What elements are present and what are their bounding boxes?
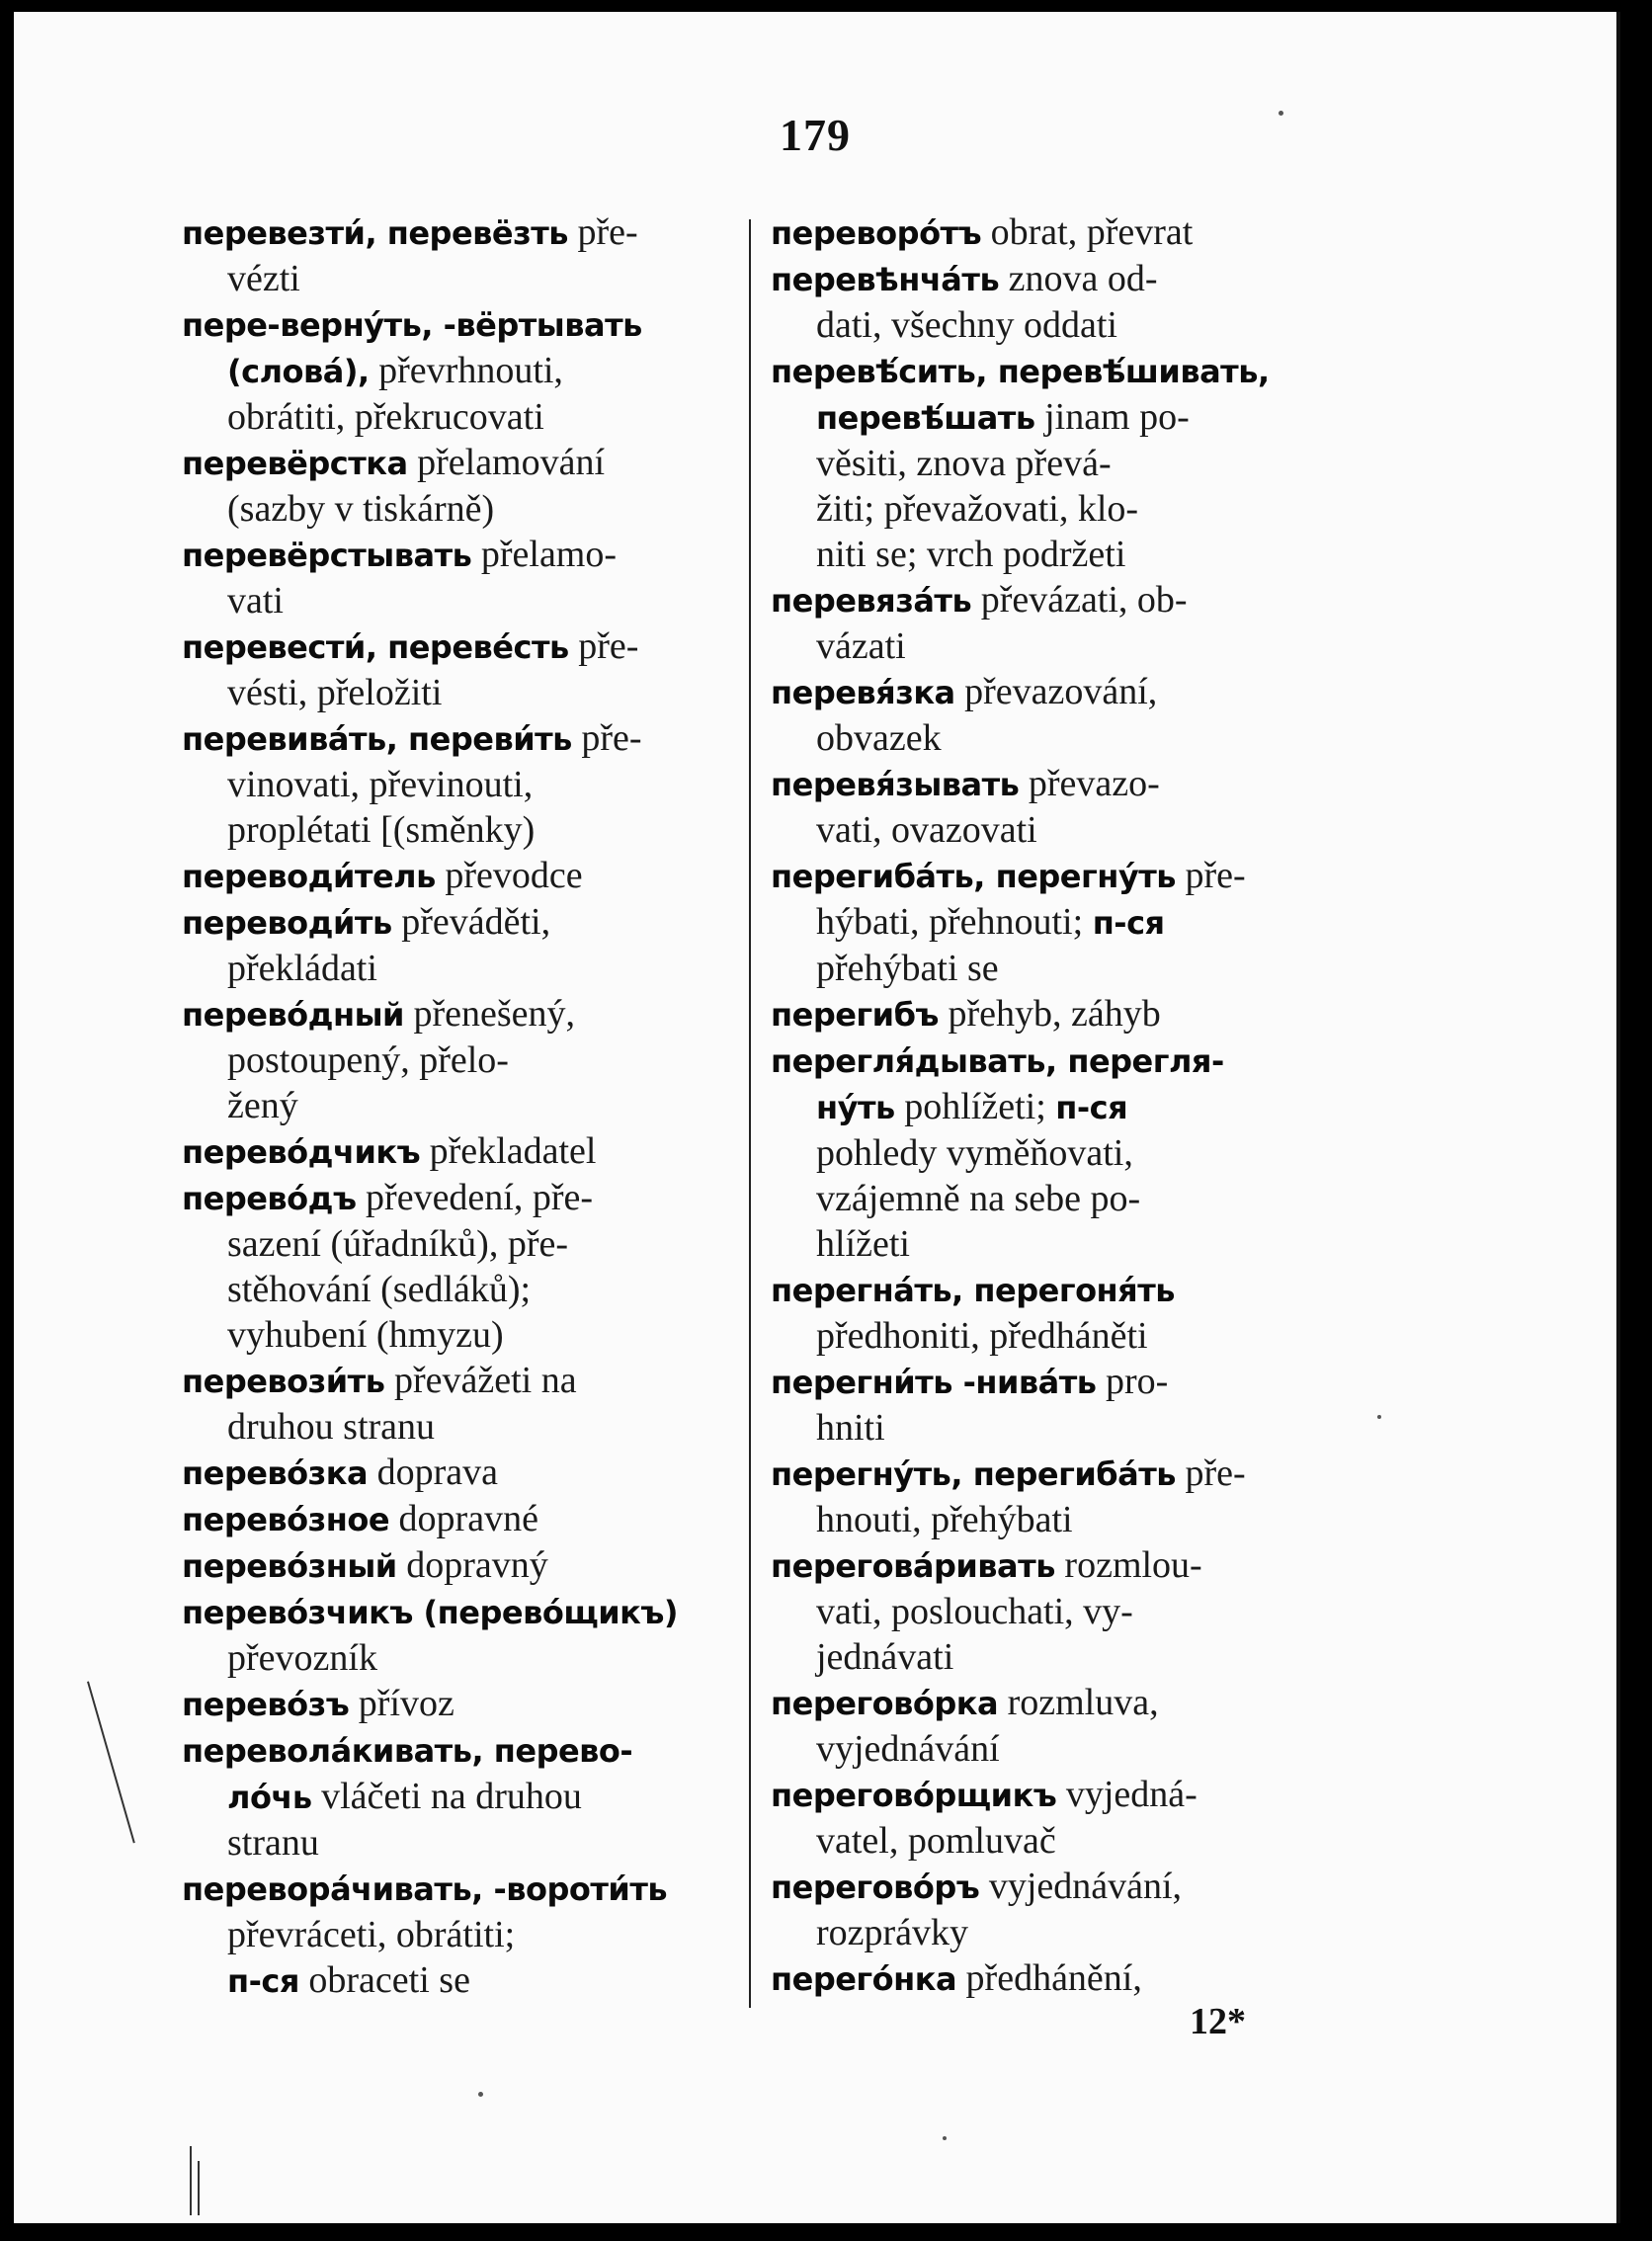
definition-text: převážeti na xyxy=(384,1360,577,1401)
headword: перевезти́, перевёзть xyxy=(182,214,568,252)
dictionary-entry xyxy=(182,991,735,1128)
scan-speck xyxy=(478,2092,483,2097)
definition-text: pře- xyxy=(567,211,638,253)
definition-text: pře- xyxy=(1175,855,1246,896)
definition-text: vati, poslouchati, vy- xyxy=(816,1591,1133,1632)
definition-text: převazování, xyxy=(954,671,1158,712)
entry-line xyxy=(182,1221,735,1267)
column-divider xyxy=(749,219,751,2008)
entry-line xyxy=(182,670,735,715)
entry-line xyxy=(182,623,735,670)
definition-text: jinam po- xyxy=(1034,396,1190,438)
headword: перевяза́ть xyxy=(771,582,972,620)
entry-line xyxy=(771,853,1324,899)
headword: перегну́ть, перегиба́ть xyxy=(771,1455,1176,1493)
headword: перево́зка xyxy=(182,1454,369,1492)
headword: переводи́тель xyxy=(182,858,436,895)
dictionary-entry xyxy=(182,1866,735,2004)
definition-text: přehýbati se xyxy=(816,948,999,989)
dictionary-entry xyxy=(771,348,1324,577)
entry-line xyxy=(182,1358,735,1404)
definition-text: postoupený, přelo- xyxy=(227,1039,509,1081)
dictionary-entry xyxy=(771,209,1324,256)
dictionary-entry xyxy=(771,1267,1324,1359)
entry-line xyxy=(771,1130,1324,1176)
entry-line xyxy=(182,1404,735,1450)
entry-line xyxy=(771,1726,1324,1772)
entry-line xyxy=(182,1128,735,1175)
definition-text: doprava xyxy=(368,1452,498,1493)
dictionary-entry xyxy=(771,853,1324,991)
scan-scratch xyxy=(87,1681,135,1843)
definition-text: druhou stranu xyxy=(227,1406,436,1448)
scan-speck xyxy=(1377,1415,1381,1419)
printer-signature-mark: 12* xyxy=(1190,2001,1246,2042)
dictionary-entry xyxy=(182,1681,735,1727)
headword: перегова́ривать xyxy=(771,1547,1055,1585)
dictionary-entry xyxy=(182,1496,735,1542)
definition-text: přehyb, záhyb xyxy=(938,993,1161,1035)
entry-line xyxy=(771,1405,1324,1451)
scan-speck xyxy=(1279,111,1283,116)
headword: перевёрстка xyxy=(182,445,408,482)
definition-text: proplétati [(směnky) xyxy=(227,809,536,851)
definition-text: převráceti, obrátiti; xyxy=(227,1914,516,1955)
entry-line xyxy=(771,1221,1324,1267)
entry-line xyxy=(182,1635,735,1681)
entry-line xyxy=(771,1084,1324,1130)
definition-text: vyjedná- xyxy=(1056,1774,1198,1815)
entry-line xyxy=(771,1497,1324,1542)
definition-text: obvazek xyxy=(816,717,942,759)
headword: перево́зъ xyxy=(182,1686,350,1723)
entry-line xyxy=(182,1912,735,1957)
definition-text: stranu xyxy=(227,1822,319,1864)
dictionary-entry xyxy=(771,1955,1324,2002)
entry-line xyxy=(182,991,735,1038)
entry-line xyxy=(182,1681,735,1727)
dictionary-entry xyxy=(771,256,1324,348)
definition-text: niti se; vrch podržeti xyxy=(816,534,1126,575)
entry-line xyxy=(182,1312,735,1358)
definition-text: převáděti, xyxy=(391,901,551,943)
page-number: 179 xyxy=(780,110,851,160)
headword: перегово́ръ xyxy=(771,1868,980,1906)
definition-text: znova od- xyxy=(999,258,1158,299)
definition-text: hniti xyxy=(816,1407,885,1449)
definition-text: převedení, pře- xyxy=(356,1177,594,1218)
entry-line xyxy=(771,1359,1324,1405)
dictionary-entry xyxy=(182,1589,735,1681)
definition-text: přívoz xyxy=(349,1683,454,1724)
entry-line xyxy=(771,761,1324,807)
entry-line xyxy=(771,1864,1324,1910)
dictionary-entry xyxy=(182,1727,735,1866)
dictionary-entry xyxy=(182,623,735,715)
dictionary-entry xyxy=(771,1542,1324,1680)
definition-text: žený xyxy=(227,1085,298,1126)
entry-line xyxy=(182,209,735,256)
entry-line xyxy=(771,807,1324,853)
entry-line xyxy=(182,1496,735,1542)
headword: перево́зное xyxy=(182,1501,390,1538)
entry-line xyxy=(771,946,1324,991)
definition-text: obrat, převrat xyxy=(981,211,1194,253)
entry-line xyxy=(182,1820,735,1866)
headword: переворо́тъ xyxy=(771,214,982,252)
definition-text: předhánění, xyxy=(956,1957,1142,1999)
definition-text: přelamování xyxy=(407,442,606,483)
scan-speck xyxy=(943,2136,947,2140)
entry-line xyxy=(771,577,1324,623)
definition-text: dati, všechny oddati xyxy=(816,304,1117,346)
entry-line xyxy=(182,256,735,301)
entry-line xyxy=(182,1450,735,1496)
headword: перевя́зывать xyxy=(771,766,1020,803)
entry-line xyxy=(182,1083,735,1128)
entry-line xyxy=(182,1866,735,1912)
headword: перегибъ xyxy=(771,996,939,1034)
dictionary-entry xyxy=(182,1542,735,1589)
entry-line xyxy=(771,623,1324,669)
entry-line xyxy=(771,441,1324,486)
headword: перевя́зка xyxy=(771,674,955,711)
entry-line xyxy=(771,348,1324,394)
definition-text: vyjednávání xyxy=(816,1728,1000,1770)
definition-text: pře- xyxy=(568,625,639,667)
entry-line xyxy=(182,394,735,440)
dictionary-entry xyxy=(771,1451,1324,1542)
headword: перево́дчикъ xyxy=(182,1133,421,1171)
dictionary-entry xyxy=(182,1358,735,1450)
definition-text: pře- xyxy=(1175,1452,1246,1494)
entry-line xyxy=(771,1542,1324,1589)
dictionary-entry xyxy=(771,577,1324,669)
dictionary-entry xyxy=(182,209,735,301)
definition-text: dopravné xyxy=(389,1498,538,1539)
entry-line xyxy=(771,1313,1324,1359)
headword: перевива́ть, переви́ть xyxy=(182,720,572,758)
entry-line xyxy=(771,991,1324,1038)
headword: перево́дъ xyxy=(182,1180,357,1217)
definition-text: hýbati, přehnouti; xyxy=(816,901,1093,943)
headword: перегово́рщикъ xyxy=(771,1777,1057,1814)
right-column xyxy=(771,209,1324,2002)
dictionary-entry xyxy=(182,715,735,853)
headword: перегля́дывать, перегля- xyxy=(771,1042,1224,1080)
entry-line xyxy=(182,1542,735,1589)
entry-line xyxy=(182,1175,735,1221)
dictionary-entry xyxy=(182,1128,735,1175)
definition-text: překládati xyxy=(227,948,377,989)
definition-text: dopravný xyxy=(396,1544,548,1586)
definition-text: převazo- xyxy=(1019,763,1160,804)
headword: п-ся xyxy=(227,1962,299,2000)
entry-line xyxy=(771,394,1324,441)
entry-line xyxy=(771,1680,1324,1726)
definition-text: stěhování (sedláků); xyxy=(227,1269,532,1310)
entry-line xyxy=(182,1038,735,1083)
definition-text: pohlížeti; xyxy=(894,1086,1056,1127)
definition-text: vázati xyxy=(816,625,906,667)
headword: перегна́ть, перегоня́ть xyxy=(771,1272,1175,1309)
definition-text: vésti, přeložiti xyxy=(227,672,443,713)
entry-line xyxy=(182,440,735,486)
definition-text: převodce xyxy=(435,855,583,896)
definition-text: vati xyxy=(227,580,284,622)
headword: п-ся xyxy=(1092,904,1165,942)
entry-line xyxy=(771,899,1324,946)
headword: п-ся xyxy=(1055,1089,1128,1126)
dictionary-entry xyxy=(182,301,735,440)
definition-text: pře- xyxy=(571,717,642,759)
definition-text: přelamo- xyxy=(471,534,618,575)
entry-line xyxy=(771,532,1324,577)
definition-text: vyhubení (hmyzu) xyxy=(227,1314,504,1356)
entry-line xyxy=(771,302,1324,348)
definition-text: pro- xyxy=(1096,1361,1169,1402)
definition-text: vatel, pomluvač xyxy=(816,1820,1056,1862)
entry-line xyxy=(771,1038,1324,1084)
dictionary-entry xyxy=(182,532,735,623)
headword: перего́нка xyxy=(771,1960,957,1998)
entry-line xyxy=(182,899,735,946)
headword: перевози́ть xyxy=(182,1363,385,1400)
definition-text: pohledy vyměňovati, xyxy=(816,1132,1133,1174)
definition-text: věsiti, znova převá- xyxy=(816,443,1112,484)
headword: перевѣ́шать xyxy=(816,399,1035,437)
definition-text: vinovati, převinouti, xyxy=(227,764,534,805)
entry-line xyxy=(771,209,1324,256)
headword: перевёрстывать xyxy=(182,537,472,574)
headword: ло́чь xyxy=(227,1779,312,1816)
entry-line xyxy=(771,1267,1324,1313)
definition-text: hnouti, přehýbati xyxy=(816,1499,1073,1540)
definition-text: obrátiti, překrucovati xyxy=(227,396,544,438)
definition-text: sazení (úřadníků), pře- xyxy=(227,1223,569,1265)
definition-text: rozmluva, xyxy=(998,1682,1159,1723)
dictionary-entry xyxy=(182,1175,735,1358)
entry-line xyxy=(771,1176,1324,1221)
dictionary-entry xyxy=(771,991,1324,1038)
dictionary-page xyxy=(14,12,1620,2223)
entry-line xyxy=(182,1727,735,1774)
definition-text: vzájemně na sebe po- xyxy=(816,1178,1141,1219)
entry-line xyxy=(182,1267,735,1312)
definition-text: vézti xyxy=(227,258,300,299)
headword: перегово́рка xyxy=(771,1685,999,1722)
headword: переволáкивать, перево- xyxy=(182,1732,633,1770)
entry-line xyxy=(182,853,735,899)
entry-line xyxy=(771,1589,1324,1634)
definition-text: obraceti se xyxy=(298,1959,470,2001)
entry-line xyxy=(771,1955,1324,2002)
dictionary-entry xyxy=(771,1864,1324,1955)
headword: пере-верну́ть, -вёртывать xyxy=(182,306,642,344)
scan-scratch xyxy=(198,2161,200,2215)
definition-text: předhoniti, předháněti xyxy=(816,1315,1148,1357)
entry-line xyxy=(182,715,735,762)
entry-line xyxy=(771,256,1324,302)
entry-line xyxy=(182,1589,735,1635)
dictionary-entry xyxy=(771,1359,1324,1451)
headword: перевести́, переве́сть xyxy=(182,628,569,666)
headword: перево́дный xyxy=(182,996,404,1034)
entry-line xyxy=(771,1818,1324,1864)
headword: перевора́чивать, -вороти́ть xyxy=(182,1870,668,1908)
entry-line xyxy=(182,578,735,623)
headword: перевѣнча́ть xyxy=(771,261,1000,298)
dictionary-entry xyxy=(771,1038,1324,1267)
definition-text: žiti; převažovati, klo- xyxy=(816,488,1139,530)
definition-text: jednávati xyxy=(816,1636,954,1678)
entry-line xyxy=(771,1772,1324,1818)
headword: перево́зный xyxy=(182,1547,397,1585)
entry-line xyxy=(182,946,735,991)
definition-text: převozník xyxy=(227,1637,377,1679)
headword: перегиба́ть, перегну́ть xyxy=(771,858,1176,895)
definition-text: (sazby v tiskárně) xyxy=(227,488,495,530)
entry-line xyxy=(771,1451,1324,1497)
entry-line xyxy=(182,532,735,578)
entry-line xyxy=(182,486,735,532)
dictionary-entry xyxy=(771,761,1324,853)
dictionary-entry xyxy=(182,853,735,899)
entry-line xyxy=(771,715,1324,761)
dictionary-entry xyxy=(182,899,735,991)
definition-text: vyjednávání, xyxy=(979,1866,1183,1907)
dictionary-entry xyxy=(182,440,735,532)
headword: (слова́), xyxy=(227,353,370,390)
definition-text: vati, ovazovati xyxy=(816,809,1037,851)
headword: ну́ть xyxy=(816,1089,895,1126)
definition-text: převrhnouti, xyxy=(369,350,563,391)
scan-scratch xyxy=(190,2146,192,2215)
definition-text: rozprávky xyxy=(816,1912,969,1953)
entry-line xyxy=(182,807,735,853)
definition-text: rozmlou- xyxy=(1054,1544,1202,1586)
entry-line xyxy=(771,1910,1324,1955)
entry-line xyxy=(771,669,1324,715)
entry-line xyxy=(182,348,735,394)
entry-line xyxy=(771,1634,1324,1680)
headword: перевѣ́сить, перевѣ́шивать, xyxy=(771,353,1270,390)
dictionary-entry xyxy=(771,669,1324,761)
left-column xyxy=(182,209,735,2004)
headword: переводи́ть xyxy=(182,904,392,942)
definition-text: přenešený, xyxy=(403,993,576,1035)
headword: перево́зчикъ (перево́щикъ) xyxy=(182,1594,679,1631)
definition-text: převázati, ob- xyxy=(971,579,1188,621)
entry-line xyxy=(182,301,735,348)
dictionary-entry xyxy=(771,1680,1324,1772)
headword: перегни́ть -нива́ть xyxy=(771,1364,1097,1401)
dictionary-entry xyxy=(182,1450,735,1496)
definition-text: překladatel xyxy=(420,1130,597,1172)
entry-line xyxy=(182,1774,735,1820)
entry-line xyxy=(182,762,735,807)
entry-line xyxy=(771,486,1324,532)
dictionary-entry xyxy=(771,1772,1324,1864)
definition-text: hlížeti xyxy=(816,1223,910,1265)
entry-line xyxy=(182,1957,735,2004)
definition-text: vláčeti na druhou xyxy=(311,1776,582,1817)
